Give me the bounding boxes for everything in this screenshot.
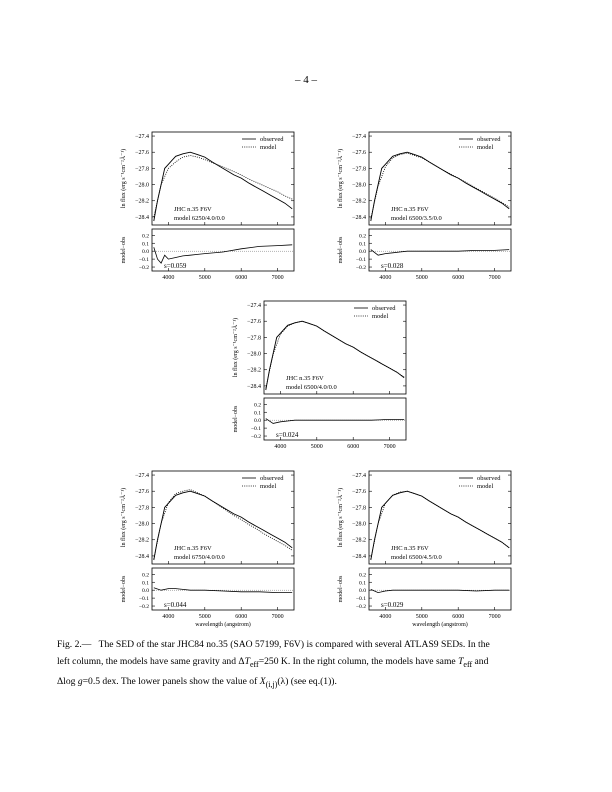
flux-ytick-label: −27.6: [352, 489, 366, 496]
flux-axis-label: ln flux (erg s⁻¹cm⁻²Å⁻¹): [338, 487, 344, 548]
s-value: s=0.028: [381, 262, 404, 270]
residual-ytick-label: −0.1: [138, 257, 149, 264]
residual-line: [371, 250, 509, 256]
flux-ytick-label: −28.0: [135, 521, 149, 528]
residual-axis-label: model−obs: [338, 236, 344, 264]
flux-ytick-label: −27.4: [135, 473, 149, 480]
residual-line: [154, 245, 292, 263]
star-label: JHC n.35 F6V: [174, 545, 212, 552]
model-label: model 6500/4.5/0.0: [391, 554, 442, 561]
caption-sub-eff: eff: [249, 659, 259, 669]
xtick-label: 4000: [274, 444, 287, 450]
residual-ytick-label: 0.2: [142, 572, 149, 579]
residual-ytick-label: 0.0: [142, 588, 149, 595]
xtick-label: 7000: [488, 275, 501, 281]
legend-observed-label: observed: [477, 475, 501, 482]
residual-ytick-label: 0.2: [142, 233, 149, 240]
residual-ytick-label: 0.1: [359, 241, 366, 248]
flux-ytick-label: −27.4: [135, 134, 149, 141]
page-number: – 4 –: [295, 74, 317, 86]
flux-ytick-label: −28.2: [352, 198, 366, 205]
caption-line-2a: left column, the models have same gravity and Δ: [57, 656, 245, 667]
flux-ytick-label: −28.4: [135, 214, 149, 221]
residual-ytick-label: 0.0: [359, 249, 366, 256]
residual-axis-label: model−obs: [338, 575, 344, 603]
caption-sub-eff2: eff: [463, 659, 473, 669]
caption-line-2c: and: [472, 656, 489, 667]
flux-ytick-label: −27.4: [352, 134, 366, 141]
s-value: s=0.029: [381, 601, 404, 609]
residual-ytick-label: −0.2: [138, 604, 149, 611]
flux-ytick-label: −28.4: [247, 383, 261, 390]
residual-axis-label: model−obs: [121, 575, 127, 603]
sed-panel-bottom-left: [108, 467, 304, 637]
model-label: model 6750/4.0/0.0: [174, 554, 225, 561]
xaxis-label: wavelength (angstrom): [195, 622, 251, 628]
caption-T2: T: [458, 656, 464, 667]
legend-observed-label: observed: [477, 136, 501, 143]
star-label: JHC n.35 F6V: [174, 206, 212, 213]
xtick-label: 5000: [310, 444, 323, 450]
residual-ytick-label: 0.0: [359, 588, 366, 595]
flux-ytick-label: −27.6: [135, 150, 149, 157]
residual-ytick-label: 0.0: [142, 249, 149, 256]
sed-panel-top-left: [108, 128, 304, 294]
model-label: model 6500/4.0/0.0: [286, 384, 337, 391]
flux-ytick-label: −28.0: [352, 521, 366, 528]
caption-line-1: The SED of the star JHC84 no.35 (SAO 57199, F6V) is compared with several ATLAS9 SEDs. In the: [98, 639, 490, 650]
sed-panel-bottom-right: [325, 467, 521, 637]
s-value: s=0.024: [276, 431, 299, 439]
residual-ytick-label: −0.1: [355, 257, 366, 264]
flux-ytick-label: −28.0: [352, 182, 366, 189]
legend-model-label: model: [477, 144, 494, 151]
flux-axis-label: ln flux (erg s⁻¹cm⁻²Å⁻¹): [121, 487, 127, 548]
star-label: JHC n.35 F6V: [391, 206, 429, 213]
flux-ytick-label: −27.6: [247, 319, 261, 326]
flux-ytick-label: −27.8: [247, 335, 261, 342]
xtick-label: 4000: [162, 614, 175, 620]
xtick-label: 5000: [415, 275, 428, 281]
flux-ytick-label: −28.0: [247, 351, 261, 358]
xtick-label: 7000: [383, 444, 396, 450]
residual-ytick-label: 0.0: [254, 418, 261, 425]
flux-axis-label: ln flux (erg s⁻¹cm⁻²Å⁻¹): [121, 148, 127, 209]
caption-line-3a: Δlog: [57, 675, 78, 687]
xtick-label: 5000: [415, 614, 428, 620]
legend-model-label: model: [477, 483, 494, 490]
residual-ytick-label: 0.2: [359, 572, 366, 579]
flux-ytick-label: −27.8: [135, 166, 149, 173]
xtick-label: 4000: [379, 614, 392, 620]
xtick-label: 6000: [235, 275, 248, 281]
residual-ytick-label: 0.2: [359, 233, 366, 240]
xtick-label: 6000: [235, 614, 248, 620]
flux-ytick-label: −28.2: [352, 537, 366, 544]
s-value: s=0.044: [164, 601, 187, 609]
flux-ytick-label: −28.4: [135, 553, 149, 560]
caption-line-3b: =0.5 dex. The lower panels show the value of: [82, 675, 260, 687]
legend-model-label: model: [260, 144, 277, 151]
legend-observed-label: observed: [260, 475, 284, 482]
caption-sub-ij: (i,j): [265, 679, 278, 689]
flux-ytick-label: −28.4: [352, 553, 366, 560]
xtick-label: 4000: [162, 275, 175, 281]
caption-g: g: [77, 675, 83, 687]
flux-ytick-label: −28.0: [135, 182, 149, 189]
model-label: model 6250/4.0/0.0: [174, 215, 225, 222]
residual-ytick-label: 0.1: [359, 580, 366, 587]
residual-axis-label: model−obs: [121, 236, 127, 264]
flux-ytick-label: −28.2: [135, 537, 149, 544]
legend-model-label: model: [260, 483, 277, 490]
residual-ytick-label: 0.2: [254, 402, 261, 409]
residual-line: [266, 419, 404, 424]
residual-axis-label: model−obs: [233, 405, 239, 433]
caption-line-3c: (λ) (see eq.(1)).: [277, 675, 337, 687]
residual-ytick-label: −0.2: [250, 434, 261, 441]
xtick-label: 7000: [271, 275, 284, 281]
model-label: model 6500/3.5/0.0: [391, 215, 442, 222]
flux-ytick-label: −28.4: [352, 214, 366, 221]
flux-ytick-label: −27.6: [352, 150, 366, 157]
sed-panel-top-right: [325, 128, 521, 294]
flux-ytick-label: −27.8: [135, 505, 149, 512]
legend-model-label: model: [372, 313, 389, 320]
caption-T: T: [244, 656, 250, 667]
xtick-label: 7000: [271, 614, 284, 620]
legend-observed-label: observed: [260, 136, 284, 143]
figure-caption: [57, 636, 555, 693]
caption-label: Fig. 2.—: [57, 639, 92, 650]
flux-ytick-label: −27.4: [352, 473, 366, 480]
flux-ytick-label: −27.8: [352, 505, 366, 512]
residual-ytick-label: 0.1: [142, 580, 149, 587]
flux-ytick-label: −27.6: [135, 489, 149, 496]
xtick-label: 6000: [452, 275, 465, 281]
flux-ytick-label: −28.2: [135, 198, 149, 205]
residual-ytick-label: 0.1: [142, 241, 149, 248]
residual-ytick-label: 0.1: [254, 410, 261, 417]
s-value: s=0.059: [164, 262, 187, 270]
legend-observed-label: observed: [372, 305, 396, 312]
sed-panel-middle: [220, 297, 416, 463]
xtick-label: 6000: [452, 614, 465, 620]
xtick-label: 6000: [347, 444, 360, 450]
xtick-label: 7000: [488, 614, 501, 620]
xaxis-label: wavelength (angstrom): [412, 622, 468, 628]
flux-ytick-label: −28.2: [247, 367, 261, 374]
xtick-label: 4000: [379, 275, 392, 281]
caption-line-2b: =250 K. In the right column, the models have same: [258, 656, 459, 667]
xtick-label: 5000: [198, 614, 211, 620]
residual-ytick-label: −0.2: [355, 604, 366, 611]
flux-axis-label: ln flux (erg s⁻¹cm⁻²Å⁻¹): [338, 148, 344, 209]
star-label: JHC n.35 F6V: [391, 545, 429, 552]
caption-X: X: [259, 675, 266, 687]
residual-ytick-label: −0.2: [355, 265, 366, 272]
residual-ytick-label: −0.1: [250, 426, 261, 433]
residual-ytick-label: −0.1: [138, 596, 149, 603]
flux-axis-label: ln flux (erg s⁻¹cm⁻²Å⁻¹): [233, 317, 239, 378]
xtick-label: 5000: [198, 275, 211, 281]
flux-ytick-label: −27.4: [247, 303, 261, 310]
residual-line: [371, 589, 509, 592]
residual-ytick-label: −0.1: [355, 596, 366, 603]
star-label: JHC n.35 F6V: [286, 375, 324, 382]
flux-ytick-label: −27.8: [352, 166, 366, 173]
residual-ytick-label: −0.2: [138, 265, 149, 272]
